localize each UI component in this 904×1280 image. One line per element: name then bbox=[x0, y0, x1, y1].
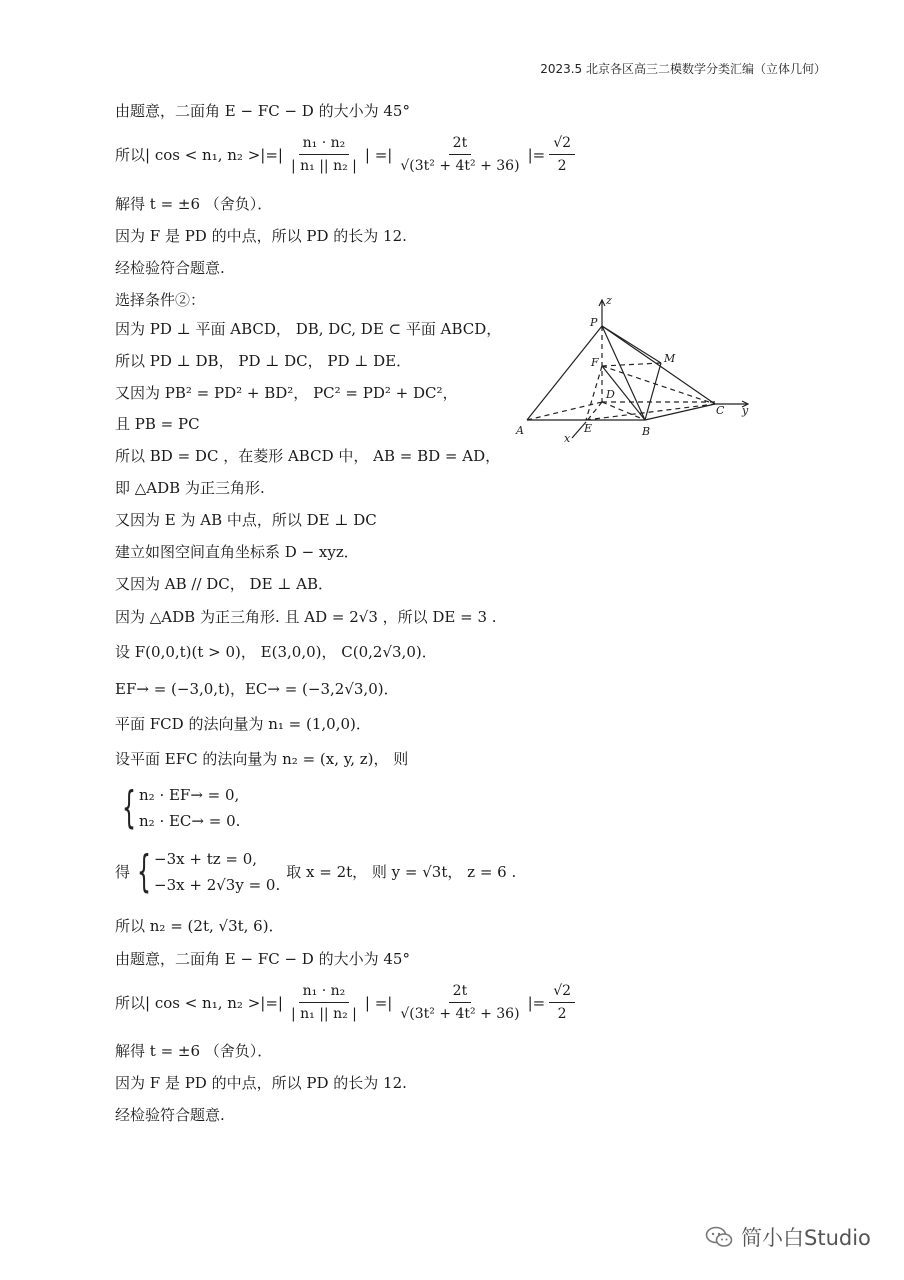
edge-PC bbox=[602, 326, 715, 404]
edge-FM bbox=[602, 363, 661, 366]
system-row: −3x + 2√3y = 0. bbox=[154, 876, 281, 894]
dihedral-line: 由题意，二面角 E − FC − D 的大小为 45° bbox=[115, 102, 410, 120]
text-line: 设 F(0,0,t)(t > 0)， E(3,0,0)， C(0,2√3,0)． bbox=[115, 643, 437, 661]
text-line: 即 △ADB 为正三角形. bbox=[115, 479, 265, 497]
watermark-text: 简小白Studio bbox=[741, 1226, 871, 1250]
label-F: F bbox=[591, 356, 599, 369]
system-row: n₂ · EF→ = 0, bbox=[139, 786, 240, 804]
label-D: D bbox=[606, 388, 615, 401]
equation-system-2 bbox=[115, 846, 516, 898]
frac-root2 bbox=[549, 134, 575, 175]
label-P: P bbox=[590, 316, 598, 329]
frac-2t bbox=[396, 982, 523, 1023]
label-y: y bbox=[742, 404, 749, 417]
cos-mid: | =| bbox=[364, 145, 393, 164]
edge-BC bbox=[645, 404, 715, 420]
frac-den: √(3t² + 4t² + 36) bbox=[400, 158, 520, 174]
frac-num: 2t bbox=[449, 982, 472, 1003]
edge-EC bbox=[586, 404, 715, 420]
check-line: 经检验符合题意. bbox=[115, 259, 225, 277]
text-line: EF→ = (−3,0,t)，EC→ = (−3,2√3,0)． bbox=[115, 680, 399, 698]
frac-den: 2 bbox=[557, 1006, 567, 1022]
text-line: 平面 FCD 的法向量为 n₁ = (1,0,0)． bbox=[115, 715, 371, 733]
frac-den: | n₁ || n₂ | bbox=[290, 1006, 357, 1022]
system-row: −3x + tz = 0, bbox=[154, 850, 258, 868]
text-line: 且 PB = PC bbox=[115, 415, 200, 433]
text-line: 所以 BD = DC ，在菱形 ABCD 中， AB = BD = AD， bbox=[115, 447, 501, 465]
get-label: 得 bbox=[115, 863, 131, 881]
text-line: 因为 △ADB 为正三角形. 且 AD = 2√3 ，所以 DE = 3 . bbox=[115, 608, 497, 626]
cos-mid: | =| bbox=[364, 993, 393, 1012]
solve-line: 解得 t = ±6 （舍负）． bbox=[115, 1042, 273, 1060]
frac-n1n2 bbox=[287, 982, 361, 1023]
brace: { bbox=[137, 846, 152, 897]
cos-formula bbox=[115, 134, 575, 175]
label-A: A bbox=[516, 424, 524, 437]
watermark bbox=[705, 1222, 871, 1252]
frac-den: √(3t² + 4t² + 36) bbox=[400, 1006, 520, 1022]
text-line: 所以 PD ⊥ DB， PD ⊥ DC， PD ⊥ DE． bbox=[115, 352, 412, 370]
system-rows bbox=[154, 846, 280, 898]
cos-formula bbox=[115, 982, 575, 1023]
frac-n1n2 bbox=[287, 134, 361, 175]
label-M: M bbox=[664, 352, 676, 365]
text-line: 设平面 EFC 的法向量为 n₂ = (x, y, z)， 则 bbox=[115, 750, 409, 768]
frac-num: n₁ · n₂ bbox=[299, 134, 350, 155]
label-B: B bbox=[642, 425, 651, 438]
edge-PA bbox=[527, 326, 602, 420]
label-C: C bbox=[716, 404, 725, 417]
dihedral-line: 由题意，二面角 E − FC − D 的大小为 45° bbox=[115, 950, 410, 968]
check-line: 经检验符合题意. bbox=[115, 1106, 225, 1124]
pyramid-figure bbox=[510, 290, 760, 450]
label-x: x bbox=[564, 432, 571, 445]
solve-line: 解得 t = ±6 （舍负）． bbox=[115, 195, 273, 213]
cos-eq: |= bbox=[527, 145, 546, 164]
cos-prefix: 所以| cos < n₁, n₂ >|=| bbox=[115, 993, 283, 1012]
text-line: 建立如图空间直角坐标系 D − xyz． bbox=[115, 543, 359, 561]
system-rows bbox=[139, 782, 240, 834]
text-line: 又因为 E 为 AB 中点，所以 DE ⊥ DC bbox=[115, 511, 377, 529]
wechat-icon bbox=[705, 1226, 733, 1248]
text-line: 又因为 AB // DC， DE ⊥ AB． bbox=[115, 575, 334, 593]
cos-prefix: 所以| cos < n₁, n₂ >|=| bbox=[115, 145, 283, 164]
equation-system-1 bbox=[115, 782, 240, 834]
frac-root2 bbox=[549, 982, 575, 1023]
frac-2t bbox=[396, 134, 523, 175]
cos-eq: |= bbox=[527, 993, 546, 1012]
text-line: 又因为 PB² = PD² + BD²， PC² = PD² + DC²， bbox=[115, 384, 458, 402]
system-row: n₂ · EC→ = 0. bbox=[139, 812, 241, 830]
frac-num: n₁ · n₂ bbox=[299, 982, 350, 1003]
label-z: z bbox=[606, 294, 612, 307]
text-line: 所以 n₂ = (2t, √3t, 6)． bbox=[115, 917, 284, 935]
label-E: E bbox=[584, 422, 593, 435]
frac-den: 2 bbox=[557, 158, 567, 174]
brace: { bbox=[122, 782, 136, 833]
text-line: 因为 PD ⊥ 平面 ABCD， DB, DC, DE ⊂ 平面 ABCD， bbox=[115, 320, 502, 338]
because-line: 因为 F 是 PD 的中点，所以 PD 的长为 12. bbox=[115, 227, 407, 245]
frac-num: 2t bbox=[449, 134, 472, 155]
because-line: 因为 F 是 PD 的中点，所以 PD 的长为 12. bbox=[115, 1074, 407, 1092]
choice-title: 选择条件②： bbox=[115, 291, 206, 309]
take-values: 取 x = 2t， 则 y = √3t， z = 6 . bbox=[286, 863, 517, 881]
frac-den: | n₁ || n₂ | bbox=[290, 158, 357, 174]
page-header: 2023.5 北京各区高三二模数学分类汇编（立体几何） bbox=[540, 62, 826, 76]
frac-num: √2 bbox=[549, 982, 575, 1003]
frac-num: √2 bbox=[549, 134, 575, 155]
